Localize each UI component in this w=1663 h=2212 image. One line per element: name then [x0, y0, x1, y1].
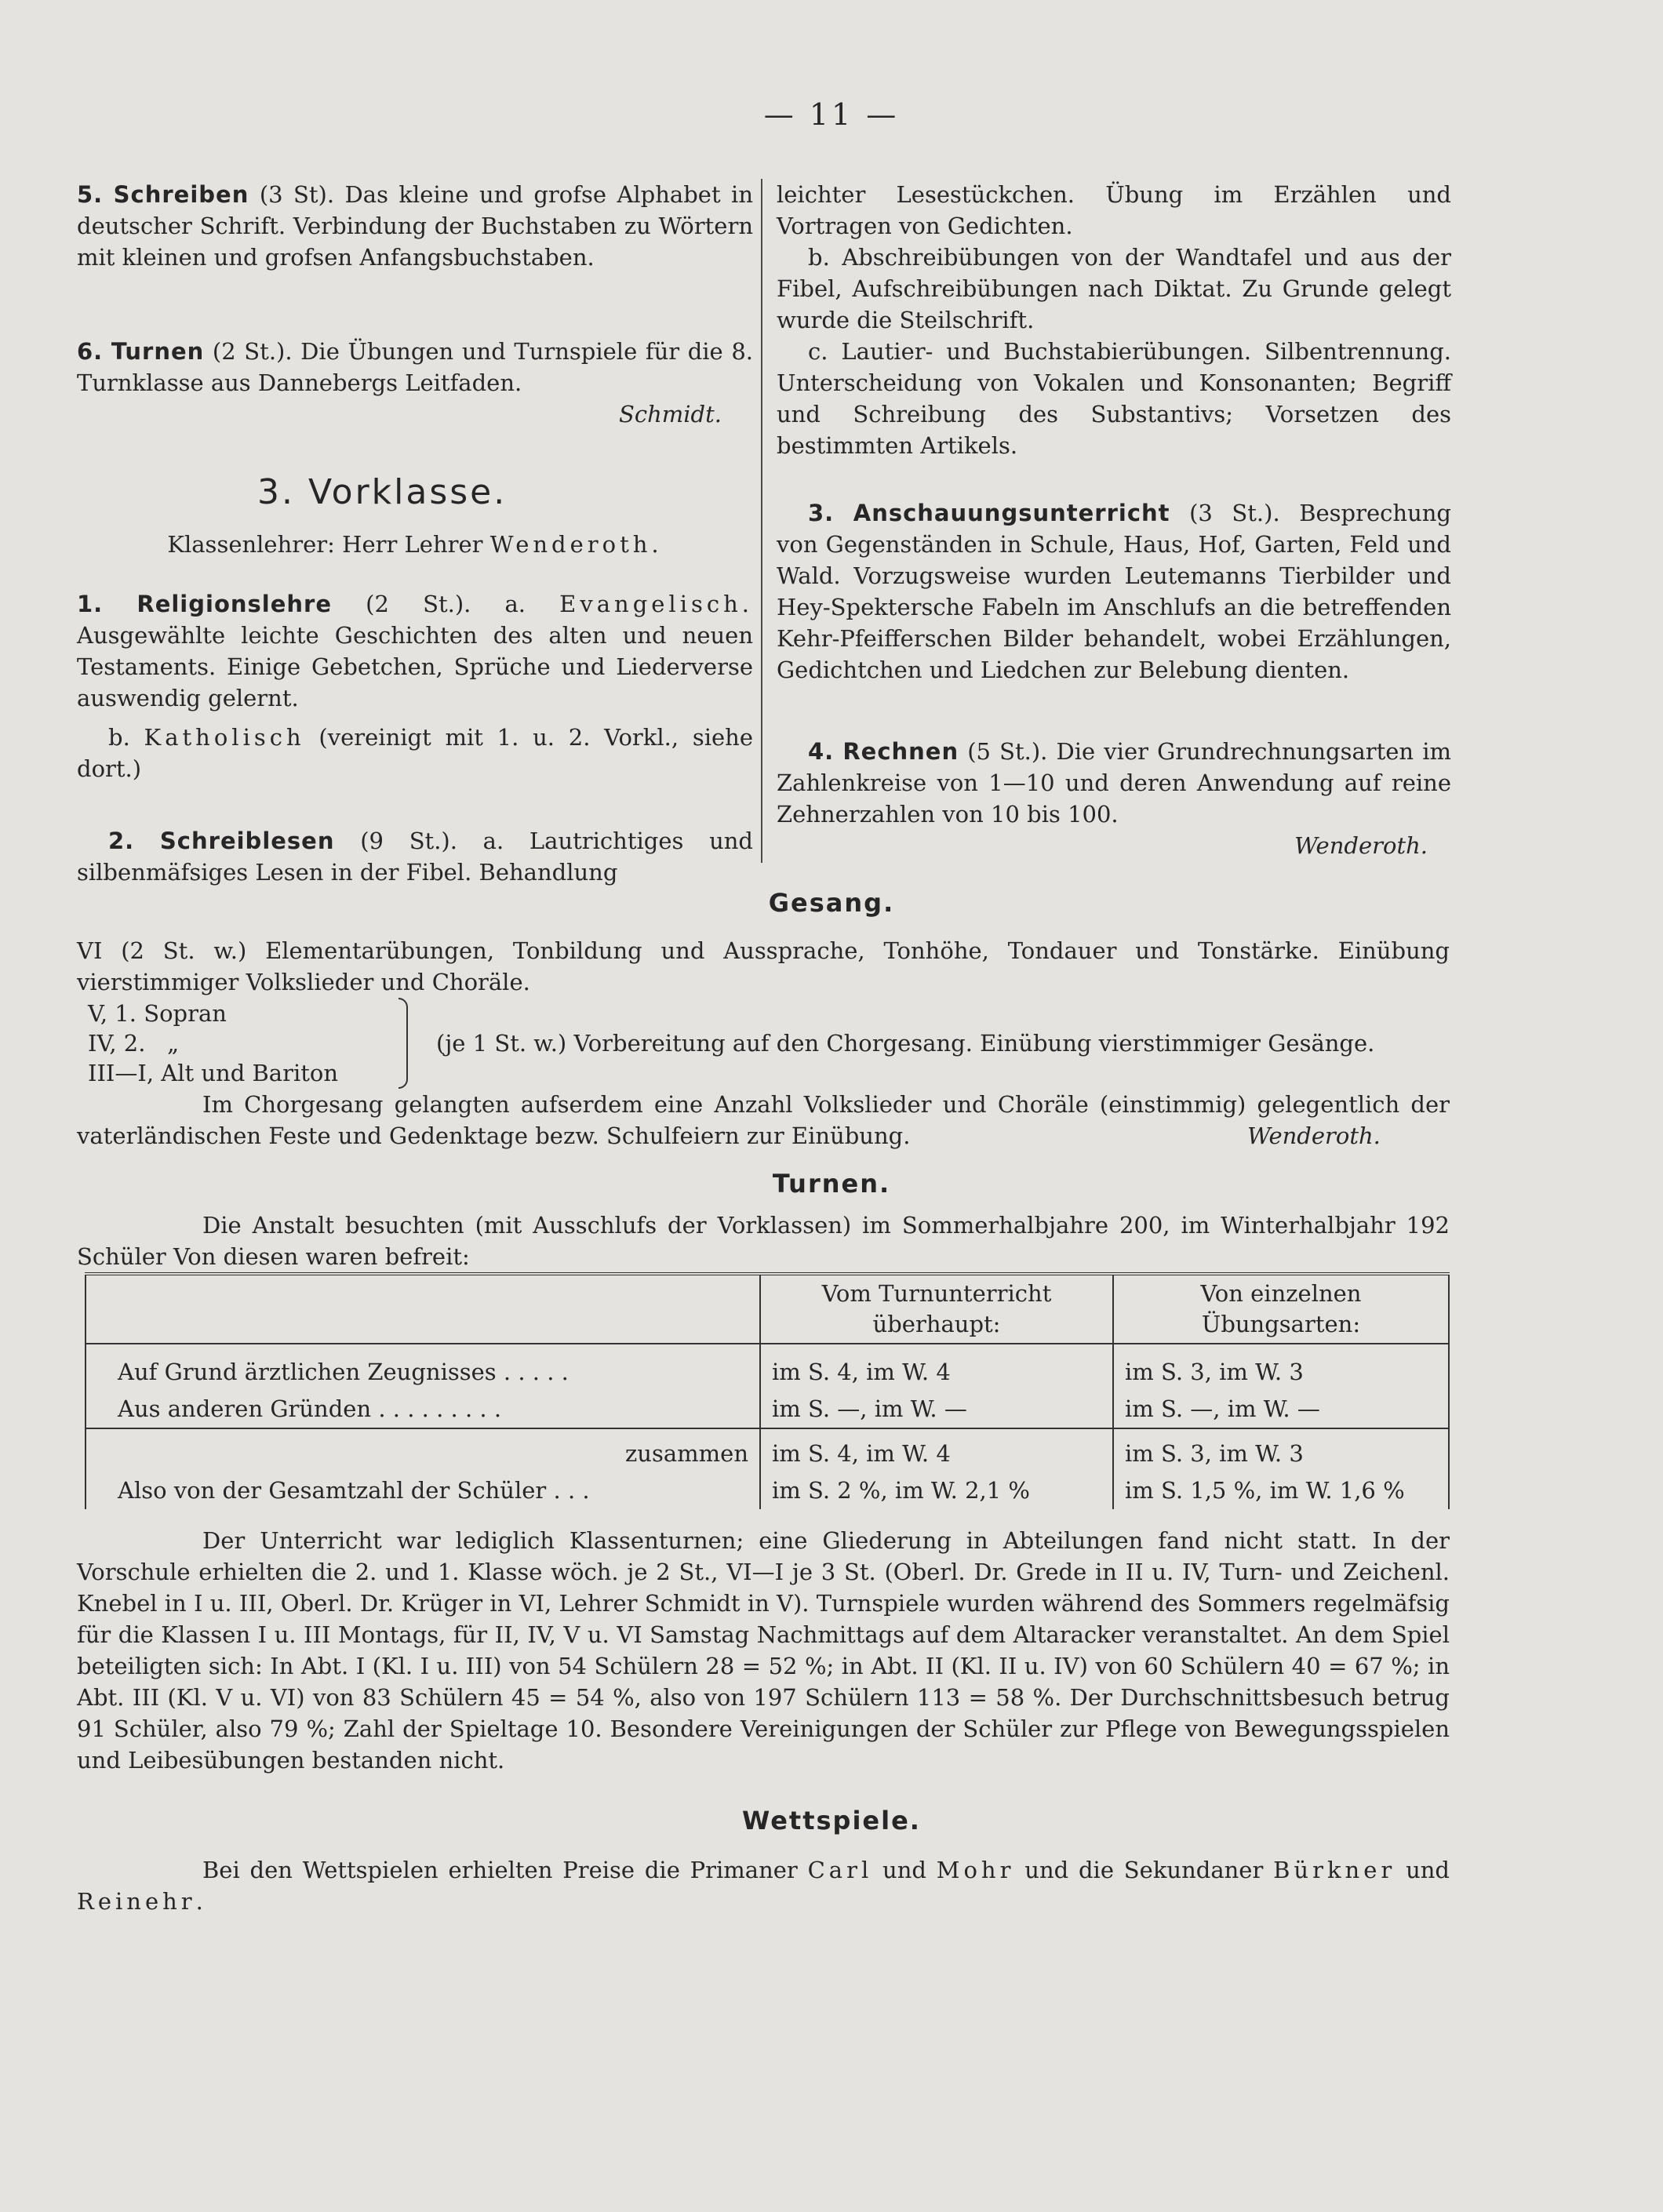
rechnen-paragraph	[777, 736, 1451, 830]
gesang-bracket-text: (je 1 St. w.) Vorbereitung auf den Chorgesang. Einübung vierstimmiger Gesänge.	[436, 1030, 1375, 1057]
turnen-body-text: Der Unterricht war lediglich Klassenturnen; eine Gliederung in Abteilungen fand nicht statt. In der Vorschule erhielten die 2. und 1. Klasse wöch. je 2 St., VI—I je 3 St. (Oberl. Dr. Grede in II u. IV, Turn- und Zeichenl. Knebel in I u. III, Oberl. Dr. Krüger in VI, Lehrer Schmidt in V). Turnspiele wurden während des Sommers regelmäfsig für die Klassen I u. III Montags, für II, IV, V u. VI Samstag Nachmittags auf dem Altaracker veranstaltet. An dem Spiel beteiligten sich: In Abt. I (Kl. I u. III) von 54 Schülern 28 = 52 %; in Abt. II (Kl. II u. IV) von 60 Schülern 40 = 67 %; in Abt. III (Kl. V u. VI) von 83 Schülern 45 = 54 %, also von 197 Schülern 113 = 58 %. Der Durchschnittsbesuch betrug 91 Schüler, also 79 %; Zahl der Spieltage 10. Besondere Vereinigungen der Schüler zur Pflege von Bewegungsspielen und Leibesübungen bestanden nicht.	[77, 1527, 1450, 1774]
schreiblesen-number: 2.	[108, 828, 135, 854]
table-row	[86, 1428, 1449, 1472]
katholisch-prefix: b.	[108, 724, 144, 751]
gesang-vi-text: VI (2 St. w.) Elementarübungen, Tonbildung und Aussprache, Tonhöhe, Tondauer und Tonstärke. Einübung vierstimmiger Volkslieder und Choräle.	[77, 937, 1450, 995]
table-row	[86, 1391, 1449, 1428]
wettspiele-text-a: Bei den Wettspielen erhielten Preise die Primaner	[202, 1857, 808, 1883]
katholisch-paragraph	[77, 722, 753, 784]
table-row	[86, 1472, 1449, 1509]
katholisch-text: (vereinigt mit 1. u. 2. Vorkl., siehe dort.)	[77, 724, 753, 782]
wettspiele-text-b: und die Sekundaner	[1014, 1857, 1274, 1883]
gesang-v: V, 1. Sopran	[88, 1000, 227, 1027]
abschreib-paragraph: b. Abschreibübungen von der Wandtafel und aus der Fibel, Aufschreibübungen nach Diktat. Zu Grunde gelegt wurde die Steilschrift.	[777, 244, 1451, 333]
table-row-c1: im S. 4, im W. 4	[760, 1344, 1113, 1391]
schreiblesen-heading: Schreiblesen	[159, 828, 335, 854]
table-row-c1: im S. 2 %, im W. 2,1 %	[760, 1472, 1113, 1509]
religion-number: 1.	[77, 591, 104, 617]
table-header-empty	[86, 1274, 760, 1344]
schreiben-paragraph	[77, 179, 753, 273]
religion-heading: Religionslehre	[136, 591, 332, 617]
table-row-c1: im S. —, im W. —	[760, 1391, 1113, 1428]
table-row-c2: im S. 3, im W. 3	[1113, 1344, 1449, 1391]
rechnen-text: (5 St.). Die vier Grundrechnungsarten im Zahlenkreise von 1—10 und deren Anwendung auf reine Zehnerzahlen von 10 bis 100.	[777, 738, 1452, 828]
table-row-label: Auf Grund ärztlichen Zeugnisses . . . . .	[86, 1344, 760, 1391]
wettspiele-body	[77, 1854, 1450, 1917]
turnen-section-heading: Turnen.	[772, 1169, 891, 1199]
rechnen-teacher: Wenderoth.	[1294, 832, 1428, 859]
anschauung-paragraph	[777, 497, 1451, 686]
turnen-teacher: Schmidt.	[619, 401, 722, 427]
gesang-teacher: Wenderoth.	[1247, 1122, 1381, 1149]
befreiung-table	[85, 1272, 1450, 1509]
rechnen-number: 4.	[808, 738, 835, 765]
klassenlehrer-line	[77, 529, 753, 560]
gesang-heading: Gesang.	[768, 888, 895, 918]
vorklasse-heading: 3. Vorklasse.	[257, 472, 508, 512]
gesang-vi	[77, 935, 1450, 998]
name-mohr: Mohr	[936, 1857, 1015, 1883]
wettspiele-und-2: und	[1396, 1857, 1450, 1883]
wettspiele-text	[77, 1854, 1450, 1917]
religion-evangelisch: Evangelisch.	[559, 591, 753, 617]
turnen-heading: Turnen	[111, 338, 205, 365]
schreiben-heading: Schreiben	[113, 181, 249, 208]
table-row	[86, 1344, 1449, 1391]
table-row-label: zusammen	[86, 1428, 760, 1472]
table-header-col1: Vom Turnunterricht überhaupt:	[760, 1274, 1113, 1344]
religion-text-b: Ausgewählte leichte Geschichten des alten und neuen Testaments. Einige Gebetchen, Sprüche und Liederverse auswendig gelernt.	[77, 622, 753, 711]
table-header-row	[86, 1274, 1449, 1344]
gesang-chor-text: Im Chorgesang gelangten aufserdem eine Anzahl Volkslieder und Choräle (einstimmig) gelegentlich der vaterländischen Feste und Gedenktage bezw. Schulfeiern zur Einübung.	[77, 1091, 1450, 1149]
turnen-intro-text: Die Anstalt besuchten (mit Ausschlufs der Vorklassen) im Sommerhalbjahre 200, im Winterhalbjahr 192 Schüler Von diesen waren befreit:	[77, 1212, 1450, 1270]
schreiblesen-paragraph	[77, 825, 753, 888]
page-number: — 11 —	[763, 97, 900, 132]
schreiben-number: 5.	[77, 181, 104, 208]
wettspiele-und-1: und	[872, 1857, 937, 1883]
gesang-brace	[398, 998, 408, 1089]
left-column	[77, 179, 753, 888]
lautier-paragraph: c. Lautier- und Buchstabierübungen. Silbentrennung. Unterscheidung von Vokalen und Konsonanten; Begriff und Schreibung des Substantivs; Vorsetzen des bestimmten Artikels.	[777, 338, 1451, 459]
table-row-c2: im S. —, im W. —	[1113, 1391, 1449, 1428]
name-buerkner: Bürkner	[1273, 1857, 1396, 1883]
schreiben-text: (3 St). Das kleine und grofse Alphabet in deutscher Schrift. Verbindung der Buchstaben zu Wörtern mit kleinen und grofsen Anfangsbuchstaben.	[77, 181, 753, 271]
table-row-c1: im S. 4, im W. 4	[760, 1428, 1113, 1472]
name-reinehr: Reinehr	[77, 1888, 196, 1915]
table-row-label: Also von der Gesamtzahl der Schüler . . .	[86, 1472, 760, 1509]
anschauung-heading: Anschauungsunterricht	[853, 500, 1170, 526]
gesang-iii: III—I, Alt und Bariton	[88, 1060, 339, 1086]
turnen-text: (2 St.). Die Übungen und Turnspiele für die 8. Turnklasse aus Dannebergs Leitfaden.	[77, 338, 753, 396]
anschauung-number: 3.	[808, 500, 835, 526]
gesang-chor	[77, 1089, 1450, 1151]
table-row-c2: im S. 1,5 %, im W. 1,6 %	[1113, 1472, 1449, 1509]
table-row-label: Aus anderen Gründen . . . . . . . . .	[86, 1391, 760, 1428]
klassenlehrer-label: Klassenlehrer: Herr Lehrer	[167, 531, 490, 558]
gesang-iv: IV, 2. „	[88, 1030, 180, 1057]
turnen-number: 6.	[77, 338, 104, 365]
religion-text-a: (2 St.). a.	[332, 591, 560, 617]
wettspiele-heading: Wettspiele.	[742, 1806, 921, 1835]
right-column	[777, 179, 1451, 861]
turnen-body	[77, 1525, 1450, 1776]
name-carl: Carl	[807, 1857, 873, 1883]
column-divider	[761, 179, 762, 863]
klassenlehrer-name: Wenderoth.	[489, 531, 663, 558]
turnen-intro	[77, 1210, 1450, 1272]
table-header-col2: Von einzelnen Übungsarten:	[1113, 1274, 1449, 1344]
wettspiele-end: .	[195, 1888, 203, 1915]
rechnen-heading: Rechnen	[842, 738, 959, 765]
lesestueck-paragraph: leichter Lesestückchen. Übung im Erzählen und Vortragen von Gedichten.	[777, 181, 1451, 239]
schreiblesen-text: (9 St.). a. Lautrichtiges und silbenmäfsiges Lesen in der Fibel. Behandlung	[77, 828, 753, 886]
katholisch-word: Katholisch	[144, 724, 305, 751]
anschauung-text: (3 St.). Besprechung von Gegenständen in Schule, Haus, Hof, Garten, Feld und Wald. Vorzugsweise wurden Leutemanns Tierbilder und Hey-Spektersche Fabeln im Anschlufs an die betreffenden Kehr-Pfeifferschen Bilder behandelt, wobei Erzählungen, Gedichtchen und Liedchen zur Belebung dienten.	[777, 500, 1451, 683]
turnen-paragraph	[77, 336, 753, 398]
table-row-c2: im S. 3, im W. 3	[1113, 1428, 1449, 1472]
religion-paragraph	[77, 588, 753, 714]
